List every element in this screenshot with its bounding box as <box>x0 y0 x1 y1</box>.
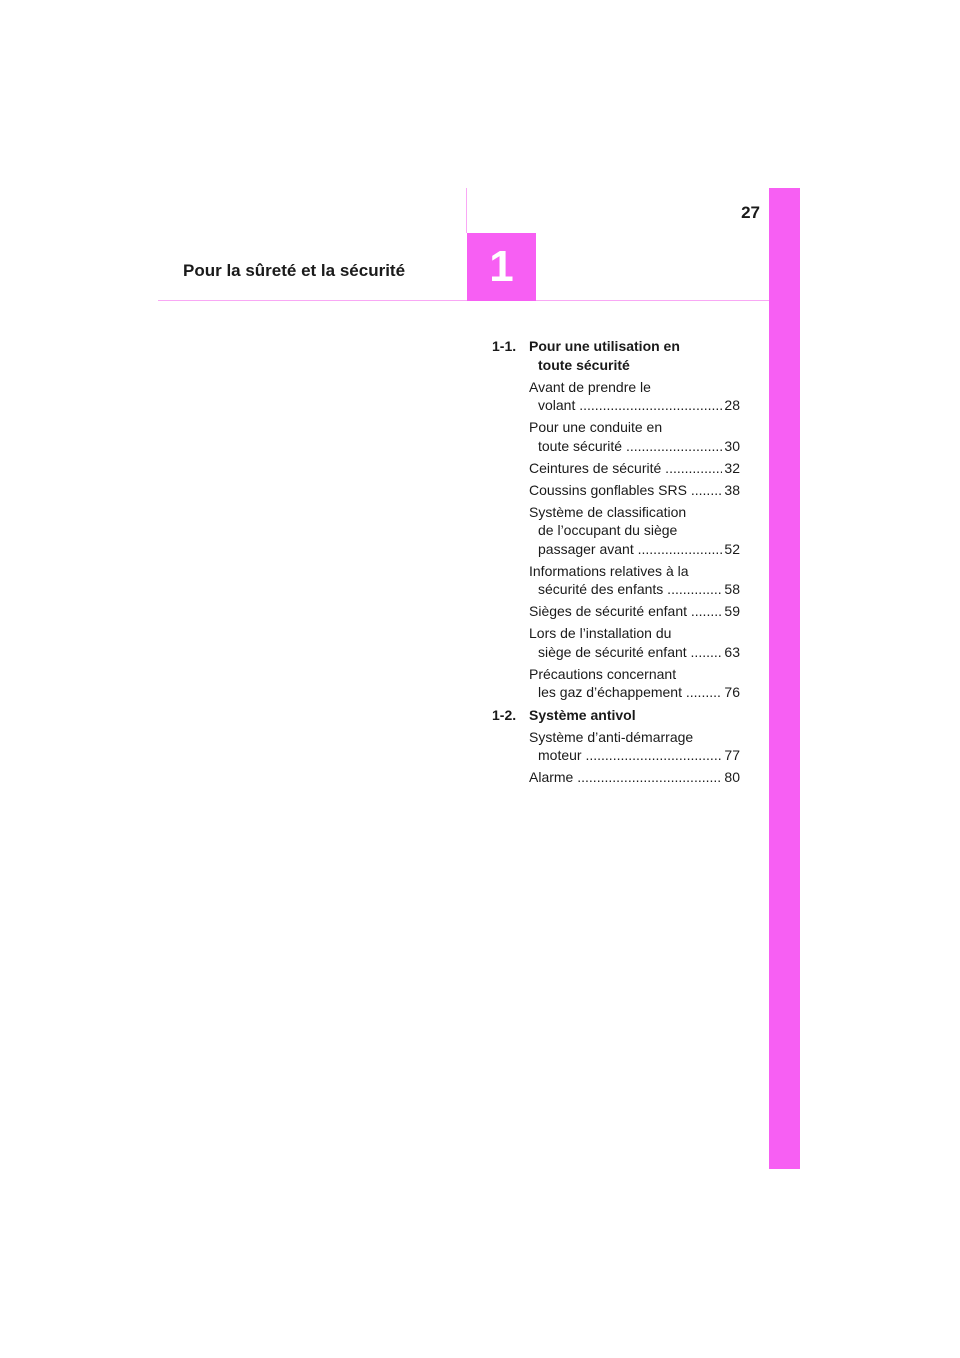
toc-page-number: 32 <box>724 459 740 476</box>
toc-entry-pour-une-conduite[interactable] <box>529 418 740 455</box>
toc-page-number: 63 <box>724 643 740 660</box>
header-vertical-rule <box>466 188 467 233</box>
toc-entry-label: les gaz d’échappement ..... <box>538 683 722 702</box>
toc-entry-ceintures[interactable] <box>529 459 740 478</box>
toc-page-number: 77 <box>724 747 740 763</box>
toc-section-number: 1-1. <box>492 338 517 354</box>
toc-entry-label: sécurité des enfants ..... <box>538 580 722 599</box>
toc-entry-installation-siege[interactable] <box>529 624 740 661</box>
toc-section-title-line: Pour une utilisation en <box>529 338 680 354</box>
chapter-number-box <box>467 233 536 301</box>
toc-entry-label: siège de sécurité enfant ..... <box>538 643 722 662</box>
chapter-side-tab <box>769 188 800 1169</box>
toc-page-number: 76 <box>724 684 740 700</box>
toc-section-1-2[interactable] <box>492 706 740 725</box>
toc-entry-label: Ceintures de sécurité ..... <box>529 459 722 478</box>
toc-entry-alarme[interactable] <box>529 768 740 787</box>
toc-entry-informations[interactable] <box>529 562 740 599</box>
page-number: 27 <box>741 203 760 222</box>
toc-entry-avant-de-prendre-le-volant[interactable] <box>529 378 740 415</box>
toc-entry-label: Coussins gonflables SRS ..... <box>529 481 722 500</box>
toc-entry-line: Lors de l’installation du <box>529 625 672 641</box>
toc-entry-line: Système d’anti-démarrage <box>529 728 694 745</box>
toc-entry-coussins[interactable] <box>529 481 740 500</box>
toc-entry-line: Avant de prendre le <box>529 378 651 395</box>
toc-section-title: Système antivol <box>529 706 636 723</box>
header-horizontal-rule <box>158 300 769 301</box>
toc-page-number: 58 <box>724 581 740 597</box>
toc-entry-line: Informations relatives à la <box>529 562 689 579</box>
toc-entry-line: Précautions concernant <box>529 665 677 682</box>
toc-page-number: 30 <box>724 437 740 454</box>
section-title: Pour la sûreté et la sécurité <box>183 261 406 280</box>
toc-entry-label: volant ..... <box>538 396 722 415</box>
toc-entry-label: Sièges de sécurité enfant ..... <box>529 602 722 621</box>
toc-entry-label: Alarme ..... <box>529 768 722 787</box>
toc-page-number: 52 <box>724 540 740 557</box>
toc-entry-label: passager avant ..... <box>538 540 722 559</box>
toc-section-number: 1-2. <box>492 706 517 723</box>
table-of-contents <box>492 335 740 787</box>
toc-entry-gaz-echappement[interactable] <box>529 665 740 702</box>
toc-entry-anti-demarrage[interactable] <box>529 728 740 765</box>
toc-section-title <box>529 337 740 374</box>
toc-entry-line: Pour une conduite en <box>529 419 663 435</box>
toc-page-number: 38 <box>724 481 740 498</box>
toc-page-number: 28 <box>724 397 740 413</box>
toc-entry-label: moteur ..... <box>538 746 722 765</box>
toc-entry-sieges-securite[interactable] <box>529 602 740 621</box>
chapter-number: 1 <box>489 242 514 291</box>
toc-section-title-line: toute sécurité <box>538 356 630 373</box>
toc-page-number: 80 <box>724 769 740 785</box>
toc-entry-systeme-classification[interactable] <box>529 503 740 559</box>
toc-entry-line: de l’occupant du siège <box>538 522 678 538</box>
toc-entry-label: toute sécurité ..... <box>538 437 722 456</box>
toc-page-number: 59 <box>724 603 740 619</box>
toc-entry-line: Système de classification <box>529 503 687 520</box>
toc-section-1-1[interactable] <box>492 337 740 374</box>
